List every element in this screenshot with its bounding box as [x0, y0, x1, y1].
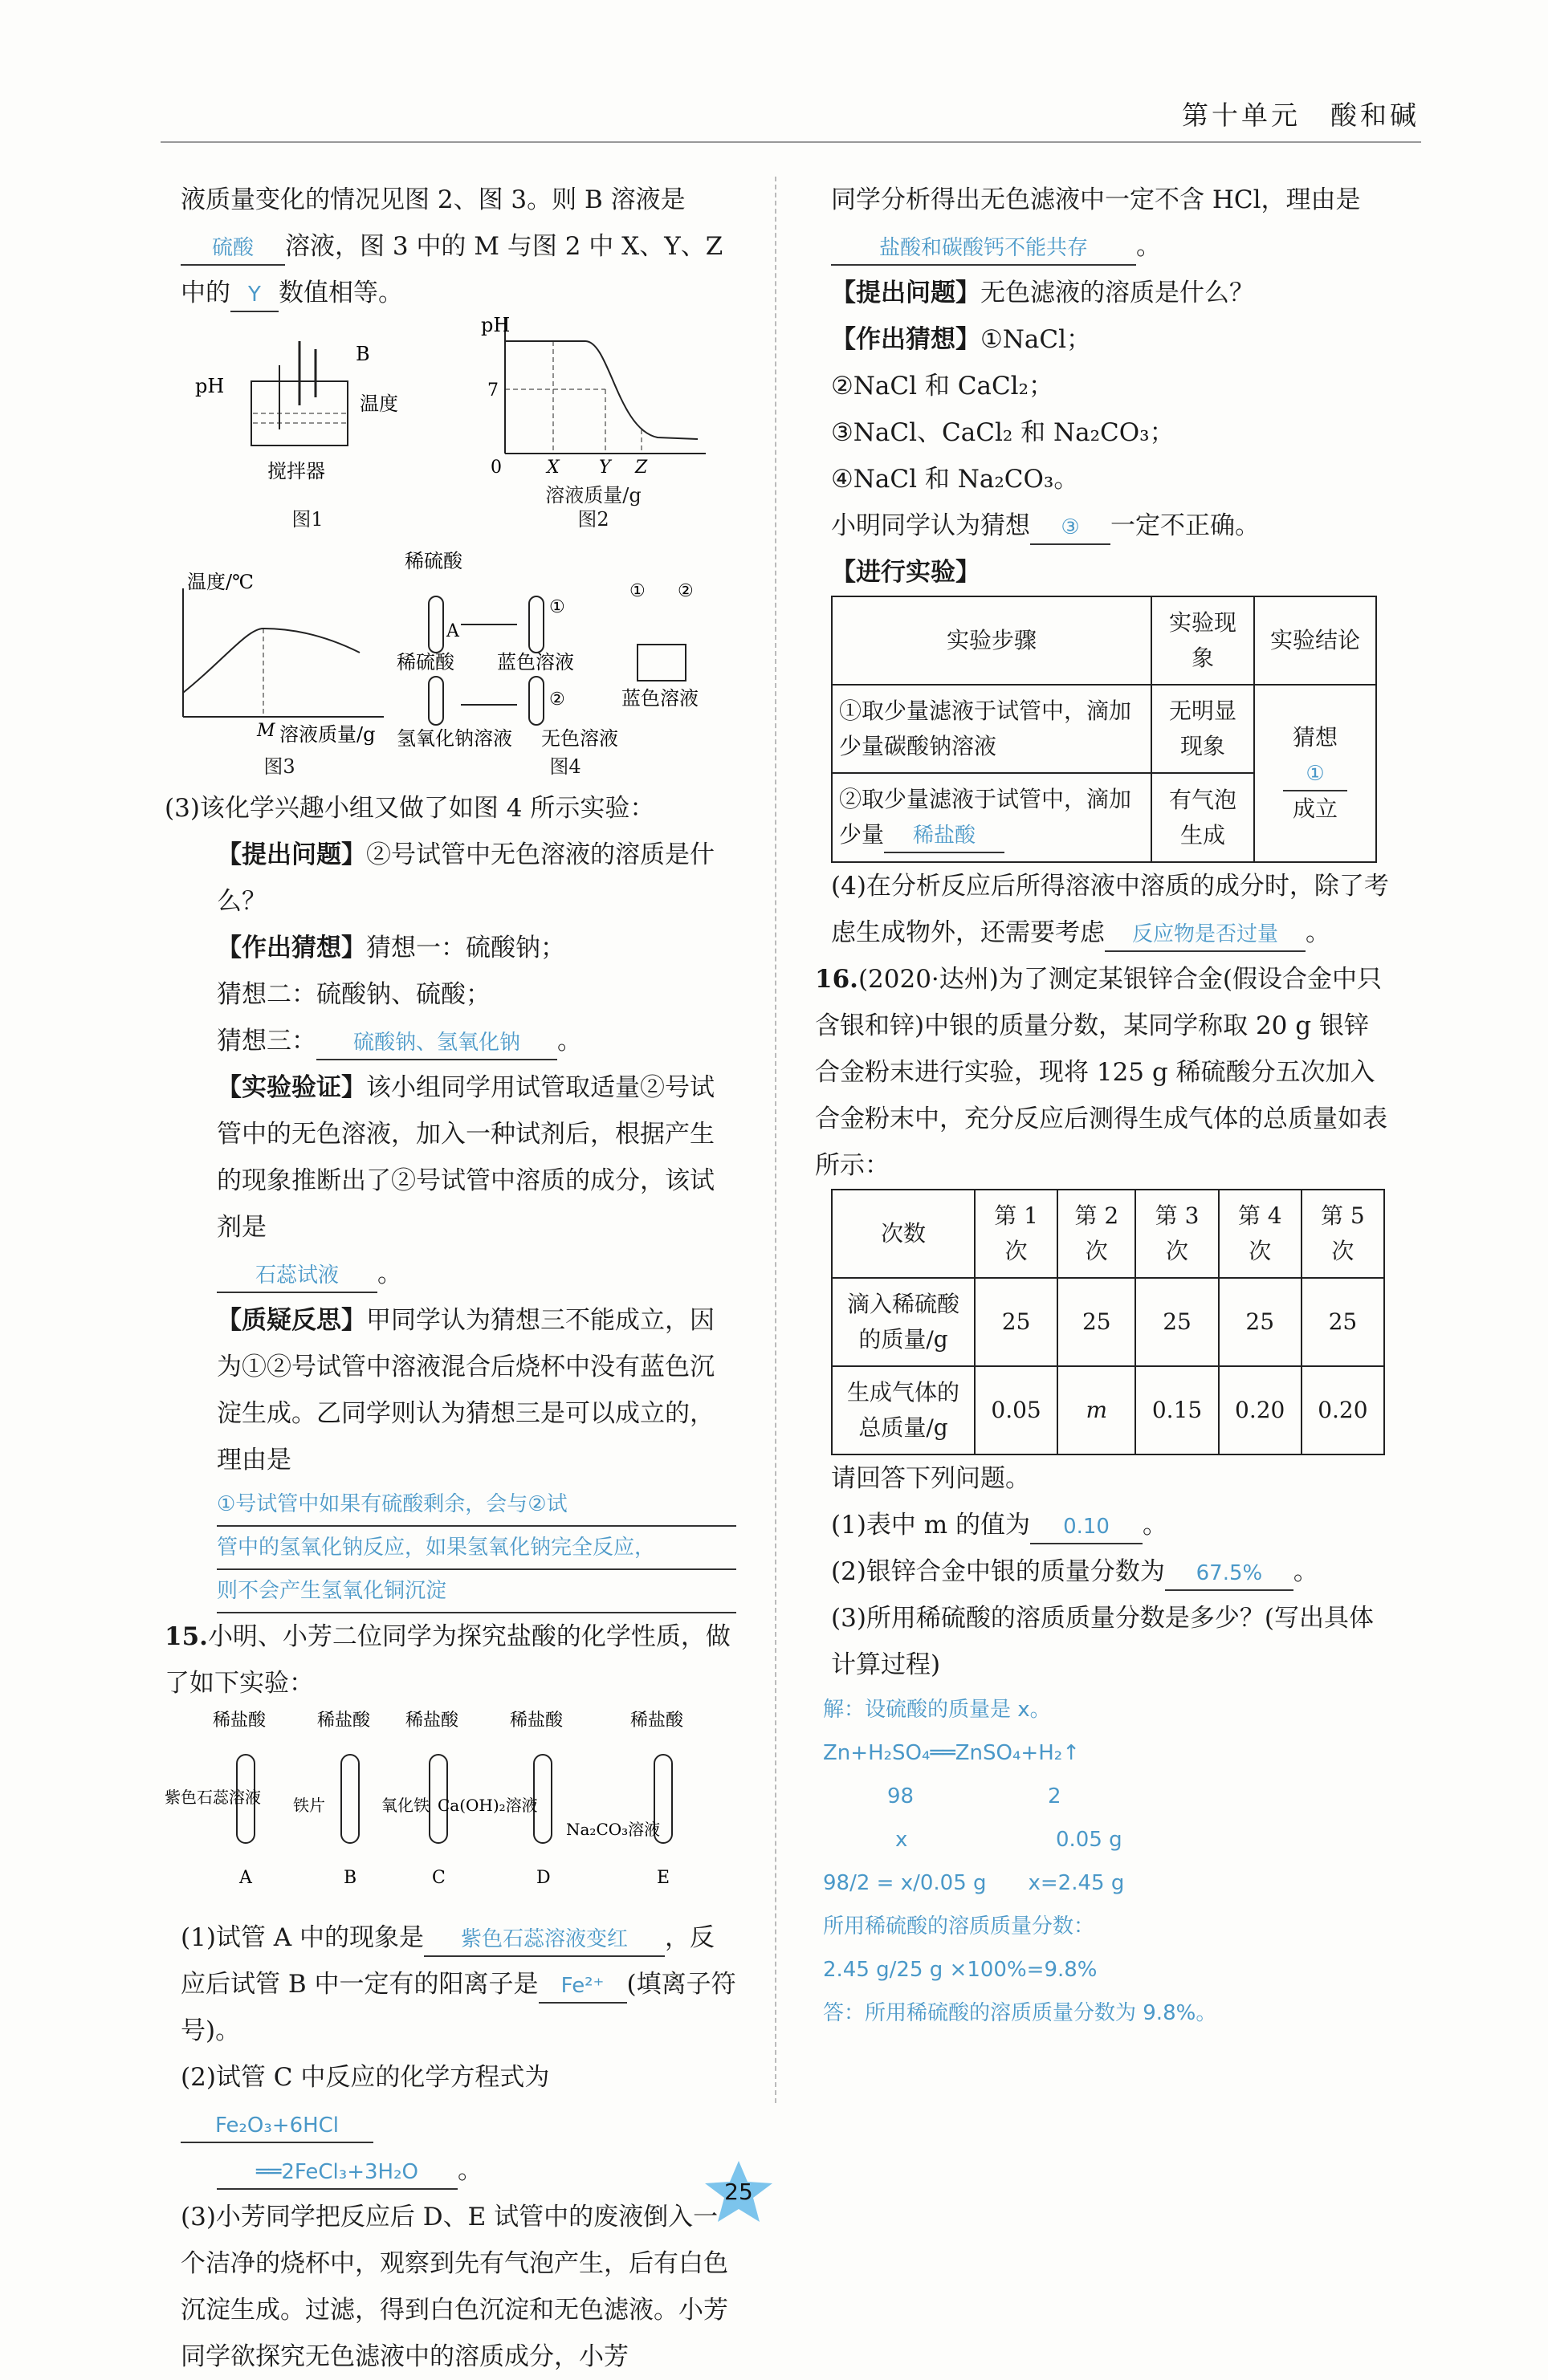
q3-reflect-answer: [165, 1483, 736, 1613]
q16-r1-c4: 25: [1219, 1278, 1302, 1366]
right-column: [815, 177, 1389, 2035]
fig4-colorless: 无色溶液: [541, 727, 618, 749]
answer-wrong-guess: ③: [1030, 511, 1110, 545]
fig2-caption: 图2: [577, 508, 609, 531]
page-number: 25: [724, 2179, 753, 2205]
fig2-tick-7: 7: [487, 380, 499, 401]
exp-h-concl: 实验结论: [1254, 596, 1376, 685]
figure-1: [187, 333, 428, 531]
answer-reason: 盐酸和碳酸钙不能共存: [831, 232, 1136, 266]
sol-1: 解：设硫酸的质量是 x。: [823, 1698, 1051, 1722]
fig2-tick-0: 0: [491, 458, 502, 478]
svg-text:紫色石蕊溶液: 紫色石蕊溶液: [165, 1788, 261, 1807]
r-wrong: 小明同学认为猜想 ③ 一定不正确。: [815, 502, 1389, 549]
q16-stem: 16.(2020·达州)为了测定某银锌合金(假设合金中只含银和锌)中银的质量分数，某同学称取 20 g 银锌合金粉末进行实验，现将 125 g 稀硫酸分五次加入合金粉末中，充分反应后测得生成气体的总质量如表所示：: [815, 965, 1387, 1180]
q16-h2: 第 2 次: [1057, 1190, 1135, 1278]
q16-ask: 请回答下列问题。: [831, 1464, 1030, 1493]
figure-3: [167, 572, 392, 779]
q16-h5: 第 5 次: [1302, 1190, 1384, 1278]
intro-line-1: 液质量变化的情况见图 2、图 3。则 B 溶液是: [181, 185, 686, 214]
tube-b: [293, 1711, 371, 1888]
q16-r1-c2: 25: [1057, 1278, 1135, 1366]
fig4-caption: 图4: [549, 755, 581, 778]
column-divider: [775, 177, 776, 2103]
q16-3: (3)所用稀硫酸的溶质质量分数是多少？(写出具体计算过程): [831, 1604, 1375, 1679]
fig3-caption: 图3: [263, 755, 295, 778]
answer-q4: 反应物是否过量: [1105, 918, 1306, 952]
fig2-ylabel: pH: [481, 314, 511, 336]
exp-h-obs: 实验现象: [1151, 596, 1254, 685]
q15-stem: 15.小明、小芳二位同学为探究盐酸的化学性质，做了如下实验：: [165, 1622, 731, 1698]
answer-m: 0.10: [1030, 1511, 1143, 1544]
exp-h-step: 实验步骤: [832, 596, 1151, 685]
exp-step-2: ②取少量滤液于试管中，滴加少量 稀盐酸: [832, 773, 1151, 862]
q16-h1: 第 1 次: [975, 1190, 1057, 1278]
r-line-1: 同学分析得出无色滤液中一定不含 HCl，理由是: [831, 185, 1361, 214]
q15-2: (2)试管 C 中反应的化学方程式为Fe₂O₃+6HCl: [165, 2054, 736, 2147]
q3-verify-answer: 石蕊试液 。: [165, 1251, 736, 1297]
answer-tube-a: 紫色石蕊溶液变红: [424, 1923, 665, 1957]
svg-text:氧化铁: 氧化铁: [381, 1796, 430, 1815]
answer-eq-1: Fe₂O₃+6HCl: [181, 2109, 373, 2143]
r-ask: 【提出问题】无色滤液的溶质是什么？: [831, 279, 1254, 307]
fig4-c1: ①: [549, 597, 565, 617]
reflect-answer-1: ①号试管中如果有硫酸剩余，会与②试: [217, 1483, 736, 1527]
intro-line-2: 硫酸 溶液，图 3 中的 M 与图 2 中 X、Y、Z: [165, 223, 736, 270]
fig1-label-b: B: [356, 343, 370, 365]
fig3-m: M: [257, 721, 275, 741]
reflect-answer-2: 管中的氢氧化钠反应，如果氢氧化钠完全反应，: [217, 1527, 736, 1570]
q15-1: (1)试管 A 中的现象是 紫色石蕊溶液变红 ，反应后试管 B 中一定有的阳离子是 Fe²⁺ (填离子符号)。: [181, 1923, 736, 2045]
q16-r2-c3: 0.15: [1135, 1366, 1218, 1454]
fig4-acid: 稀硫酸: [397, 651, 454, 673]
q16-r2-c5: 0.20: [1302, 1366, 1384, 1454]
fig2-xlabel: 溶液质量/g: [545, 484, 642, 507]
q16-h3: 第 3 次: [1135, 1190, 1218, 1278]
sol-2: Zn+H₂SO₄══ZnSO₄+H₂↑: [823, 1741, 1080, 1765]
svg-text:稀盐酸: 稀盐酸: [213, 1711, 267, 1731]
answer-reagent: 石蕊试液: [217, 1259, 377, 1293]
answer-ion: Fe²⁺: [539, 1970, 627, 2004]
q16-h0: 次数: [832, 1190, 975, 1278]
r-reason: 盐酸和碳酸钙不能共存 。: [815, 223, 1389, 270]
solution-block: [815, 1688, 1389, 2035]
svg-text:铁片: 铁片: [293, 1796, 325, 1815]
reflect-answer-3: 则不会产生氢氧化铜沉淀: [217, 1570, 736, 1613]
q3-reflect: 【质疑反思】甲同学认为猜想三不能成立，因为①②号试管中溶液混合后烧杯中没有蓝色沉淀生成。乙同学则认为猜想三是可以成立的，理由是: [217, 1306, 715, 1475]
tube-a: [165, 1711, 267, 1888]
answer-step-2: 稀盐酸: [884, 820, 1004, 853]
exp-conclusion: 猜想 ① 成立: [1254, 685, 1376, 862]
fig4-naoh: 氢氧化钠溶液: [397, 727, 512, 749]
svg-text:稀盐酸: 稀盐酸: [405, 1711, 459, 1731]
header-rule: [161, 141, 1421, 143]
r-g3: ③NaCl、CaCl₂ 和 Na₂CO₃；: [831, 418, 1175, 447]
fig1-caption: 图1: [291, 508, 324, 531]
svg-text:D: D: [536, 1868, 551, 1888]
q3-ask: 【提出问题】②号试管中无色溶液的溶质是什么？: [217, 840, 715, 916]
experiment-table: [831, 596, 1377, 863]
page-number-badge: [699, 2159, 779, 2223]
answer-b-solution: 硫酸: [181, 232, 285, 266]
answer-eq-2: ══2FeCl₃+3H₂O: [217, 2156, 458, 2190]
fig2-x: X: [547, 458, 560, 478]
figure-row-2: [165, 538, 736, 779]
q15-tubes: [165, 1707, 736, 1899]
svg-text:B: B: [344, 1868, 357, 1888]
sol-7: 2.45 g/25 g ×100%=9.8%: [823, 1958, 1098, 1982]
fig1-label-ph: pH: [195, 375, 225, 397]
svg-text:C: C: [432, 1868, 446, 1888]
q16-r2-c1: 0.05: [975, 1366, 1057, 1454]
sol-8: 答：所用稀硫酸的溶质质量分数为 9.8%。: [823, 2001, 1217, 2025]
sol-4: x 0.05 g: [895, 1828, 1122, 1852]
tube-d: [438, 1711, 564, 1888]
q16-table: [831, 1189, 1385, 1455]
q16-r2-c2: m: [1057, 1366, 1135, 1454]
svg-text:稀盐酸: 稀盐酸: [510, 1711, 564, 1731]
sol-5: 98/2 = x/0.05 g x=2.45 g: [823, 1871, 1125, 1895]
r-g2: ②NaCl 和 CaCl₂；: [831, 372, 1054, 401]
exp-obs-1: 无明显现象: [1151, 685, 1254, 773]
svg-text:A: A: [239, 1868, 252, 1888]
sol-6: 所用稀硫酸的溶质质量分数：: [823, 1914, 1095, 1939]
answer-y: Y: [230, 279, 279, 312]
r-q4: (4)在分析反应后所得溶液中溶质的成分时，除了考虑生成物外，还需要考虑 反应物是否过量 。: [815, 863, 1389, 956]
q3-guess2: 猜想二：硫酸钠、硫酸；: [217, 980, 491, 1009]
r-g4: ④NaCl 和 Na₂CO₃。: [831, 465, 1079, 494]
svg-text:E: E: [657, 1868, 670, 1888]
r-guess: 【作出猜想】①NaCl；: [831, 325, 1092, 354]
q3-verify: 【实验验证】该小组同学用试管取适量②号试管中的无色溶液，加入一种试剂后，根据产生的现象推断出了②号试管中溶质的成分，该试剂是: [217, 1073, 715, 1242]
q16-r1-c1: 25: [975, 1278, 1057, 1366]
q16-r2-c4: 0.20: [1219, 1366, 1302, 1454]
fig3-xlabel: 溶液质量/g: [279, 723, 376, 746]
fig4-mix-blue: 蓝色溶液: [621, 687, 699, 710]
exp-obs-2: 有气泡生成: [1151, 773, 1254, 862]
figure-row-1: [165, 314, 736, 531]
answer-conclusion: ①: [1283, 758, 1347, 791]
fig4-acid-top: 稀硫酸: [405, 550, 462, 572]
figure-4: [397, 548, 734, 779]
svg-text:Ca(OH)₂溶液: Ca(OH)₂溶液: [438, 1796, 538, 1815]
fig4-c2: ②: [549, 690, 565, 710]
q3-guess3: 猜想三： 硫酸钠、氢氧化钠 。: [165, 1018, 736, 1064]
answer-guess3: 硫酸钠、氢氧化钠: [316, 1027, 557, 1060]
svg-text:稀盐酸: 稀盐酸: [317, 1711, 371, 1731]
q16-2: (2)银锌合金中银的质量分数为 67.5% 。: [815, 1548, 1389, 1595]
fig4-blue: 蓝色溶液: [497, 651, 574, 673]
unit-header: 第十单元 酸和碱: [1182, 100, 1420, 131]
tube-e: [566, 1711, 684, 1888]
fig1-label-temp: 温度: [360, 393, 398, 415]
svg-text:稀盐酸: 稀盐酸: [630, 1711, 684, 1731]
left-column: [165, 177, 736, 2380]
q16-h4: 第 4 次: [1219, 1190, 1302, 1278]
q15-3: (3)小芳同学把反应后 D、E 试管中的废液倒入一个洁净的烧杯中，观察到先有气泡产生，后有白色沉淀生成。过滤，得到白色沉淀和无色滤液。小芳同学欲探究无色滤液中的溶质成分，小芳: [181, 2203, 728, 2371]
figure-2: [473, 309, 714, 531]
q16-r1-c5: 25: [1302, 1278, 1384, 1366]
fig3-ylabel: 温度/℃: [187, 572, 254, 593]
r-exp-label: 【进行实验】: [831, 558, 980, 587]
fig4-c1b: ①: [629, 581, 646, 601]
exp-step-1: ①取少量滤液于试管中，滴加少量碳酸钠溶液: [832, 685, 1151, 773]
q16-r1-label: 滴入稀硫酸的质量/g: [832, 1278, 975, 1366]
q15-2b: ══2FeCl₃+3H₂O 。: [165, 2147, 736, 2194]
q3-guess: 【作出猜想】猜想一：硫酸钠；: [217, 934, 565, 962]
q16-1: (1)表中 m 的值为 0.10 。: [815, 1502, 1389, 1548]
answer-silver: 67.5%: [1165, 1557, 1293, 1591]
intro-line-3: 中的 Y 数值相等。: [165, 270, 736, 316]
q16-r2-label: 生成气体的总质量/g: [832, 1366, 975, 1454]
q3-line: (3)该化学兴趣小组又做了如图 4 所示实验：: [165, 794, 655, 823]
fig4-c2b: ②: [678, 581, 694, 601]
q16-r1-c3: 25: [1135, 1278, 1218, 1366]
fig2-y: Y: [599, 458, 611, 478]
svg-text:Na₂CO₃溶液: Na₂CO₃溶液: [566, 1820, 661, 1839]
fig1-label-stirrer: 搅拌器: [267, 460, 325, 482]
fig2-z: Z: [635, 458, 648, 478]
fig4-a: A: [446, 621, 459, 641]
sol-3: 98 2: [887, 1784, 1061, 1808]
